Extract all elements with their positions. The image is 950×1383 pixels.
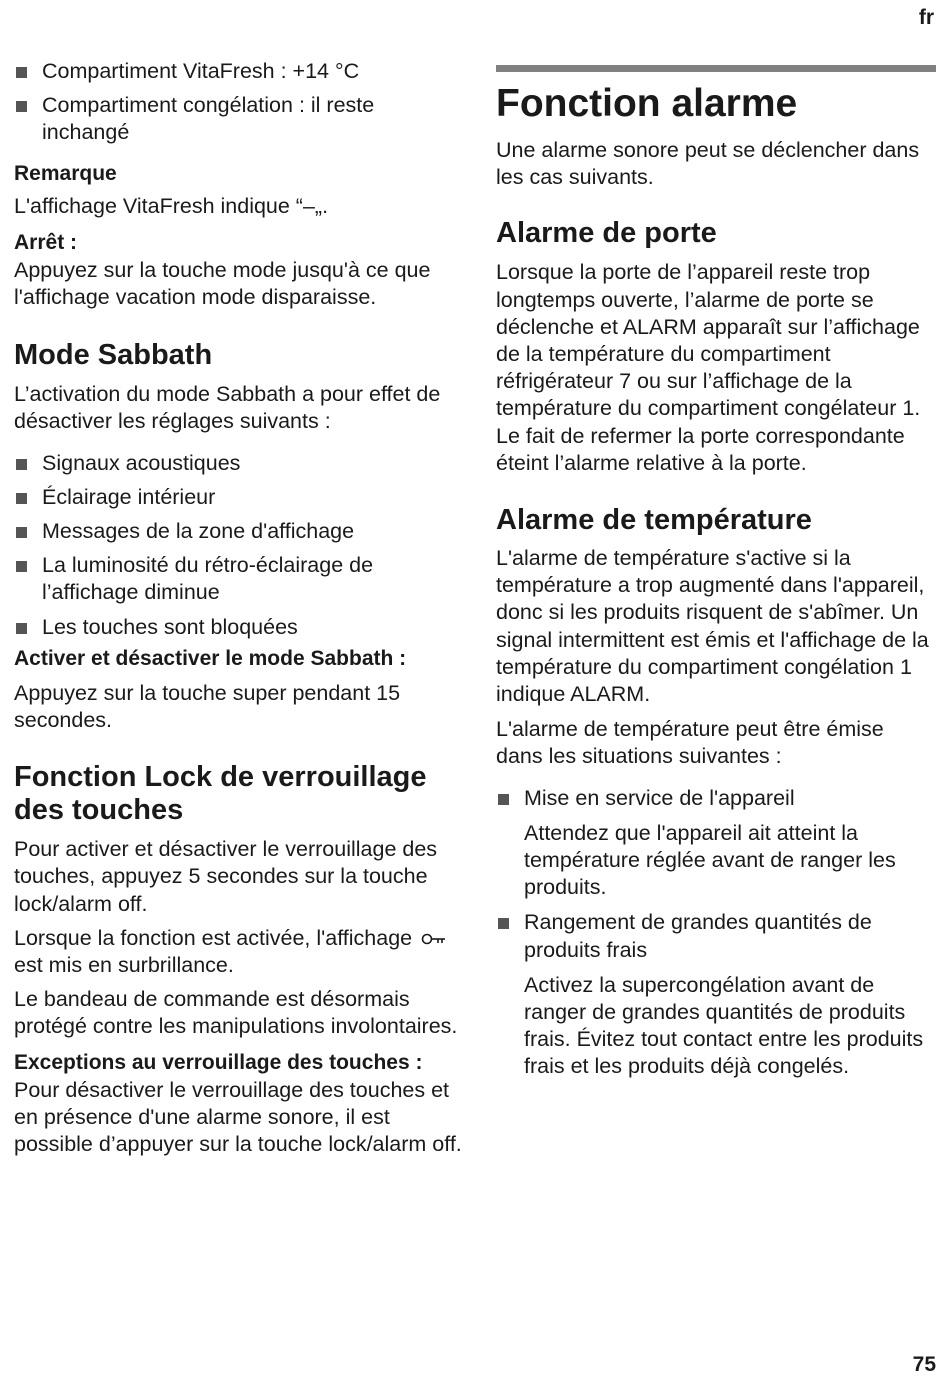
alarm-intro: Une alarme sonore peut se déclencher dans les cas suivants. [496,138,920,190]
key-icon [421,932,447,946]
language-tag: fr [918,6,934,29]
page-number: 75 [912,1353,936,1376]
top-list [14,58,464,147]
remarque-text: L'affichage VitaFresh indique “–„. [14,193,329,218]
square-bullet-icon [498,794,509,805]
porte-text: Lorsque la porte de l’appareil reste trop longtemps ouverte, l’alarme de porte se déclenche et ALARM apparaît sur l’affichage de la température du compartiment réfrigérateur 7 ou sur l’affichage de la température du compartiment congélateur 1. Le fait de refermer la porte correspondante éteint l’alarme relative à la porte. [496,260,921,475]
lock-text: Pour désactiver le verrouillage des touches et en présence d'une alarme sonore, il est possible d’appuyer sur la touche lock/alarm off. [14,1077,462,1157]
temperature-p1: L'alarme de température s'active si la température a trop augmenté dans l'appareil, donc si les produits risquent de s'abîmer. Un signal intermittent est émis et l'affichage de la température du compartiment congélation 1 indique ALARM. [496,546,929,707]
square-bullet-icon [16,561,27,572]
temperature-p2: L'alarme de température peut être émise dans les situations suivantes : [496,717,884,769]
right-column [496,0,936,1081]
list-item: Compartiment congélation : il reste inchangé [14,92,464,146]
list-item: Mise en service de l'appareil Attendez que l'appareil ait atteint la température réglée avant de ranger les produits. [496,785,936,902]
list-item: La luminosité du rétro-éclairage de l’affichage diminue [14,552,464,606]
list-item: Messages de la zone d'affichage [14,518,464,545]
square-bullet-icon [16,493,27,504]
square-bullet-icon [498,918,509,929]
list-item: Compartiment VitaFresh : +14 °C [14,58,464,85]
lock-heading: Fonction Lock de verrouillage des touches [14,761,427,827]
arret-title: Arrêt : [14,230,78,254]
sabbath-sub: Activer et désactiver le mode Sabbath : [14,646,407,670]
lock-p2: Lorsque la fonction est activée, l'affichage est mis en surbrillance. [14,925,464,979]
porte-heading: Alarme de porte [496,217,717,250]
lock-p3: Le bandeau de commande est désormais protégé contre les manipulations involontaires. [14,987,458,1039]
list-item: Éclairage intérieur [14,484,464,511]
sabbath-text: Appuyez sur la touche super pendant 15 secondes. [14,680,401,733]
lock-sub: Exceptions au verrouillage des touches : [14,1050,423,1074]
square-bullet-icon [16,101,27,112]
square-bullet-icon [16,67,27,78]
sabbath-heading: Mode Sabbath [14,339,213,372]
section-rule [496,65,936,72]
remarque-title: Remarque [14,161,117,185]
list-item: Signaux acoustiques [14,450,464,477]
arret-text: Appuyez sur la touche mode jusqu'à ce que l'affichage vacation mode disparaisse. [14,257,431,310]
temperature-heading: Alarme de température [496,504,812,537]
alarm-title: Fonction alarme [496,82,798,125]
square-bullet-icon [16,623,27,634]
sabbath-list [14,450,464,641]
temperature-list [496,785,936,1081]
sabbath-intro: L’activation du mode Sabbath a pour effet de désactiver les réglages suivants : [14,382,441,434]
square-bullet-icon [16,527,27,538]
square-bullet-icon [16,459,27,470]
list-item: Les touches sont bloquées [14,614,464,641]
list-item: Rangement de grandes quantités de produits frais Activez la supercongélation avant de ranger de grandes quantités de produits frais. Évitez tout contact entre les produits frais et les produits déjà congelés. [496,909,936,1080]
left-column [14,0,464,1158]
lock-p1: Pour activer et désactiver le verrouillage des touches, appuyez 5 secondes sur la touche lock/alarm off. [14,837,438,916]
